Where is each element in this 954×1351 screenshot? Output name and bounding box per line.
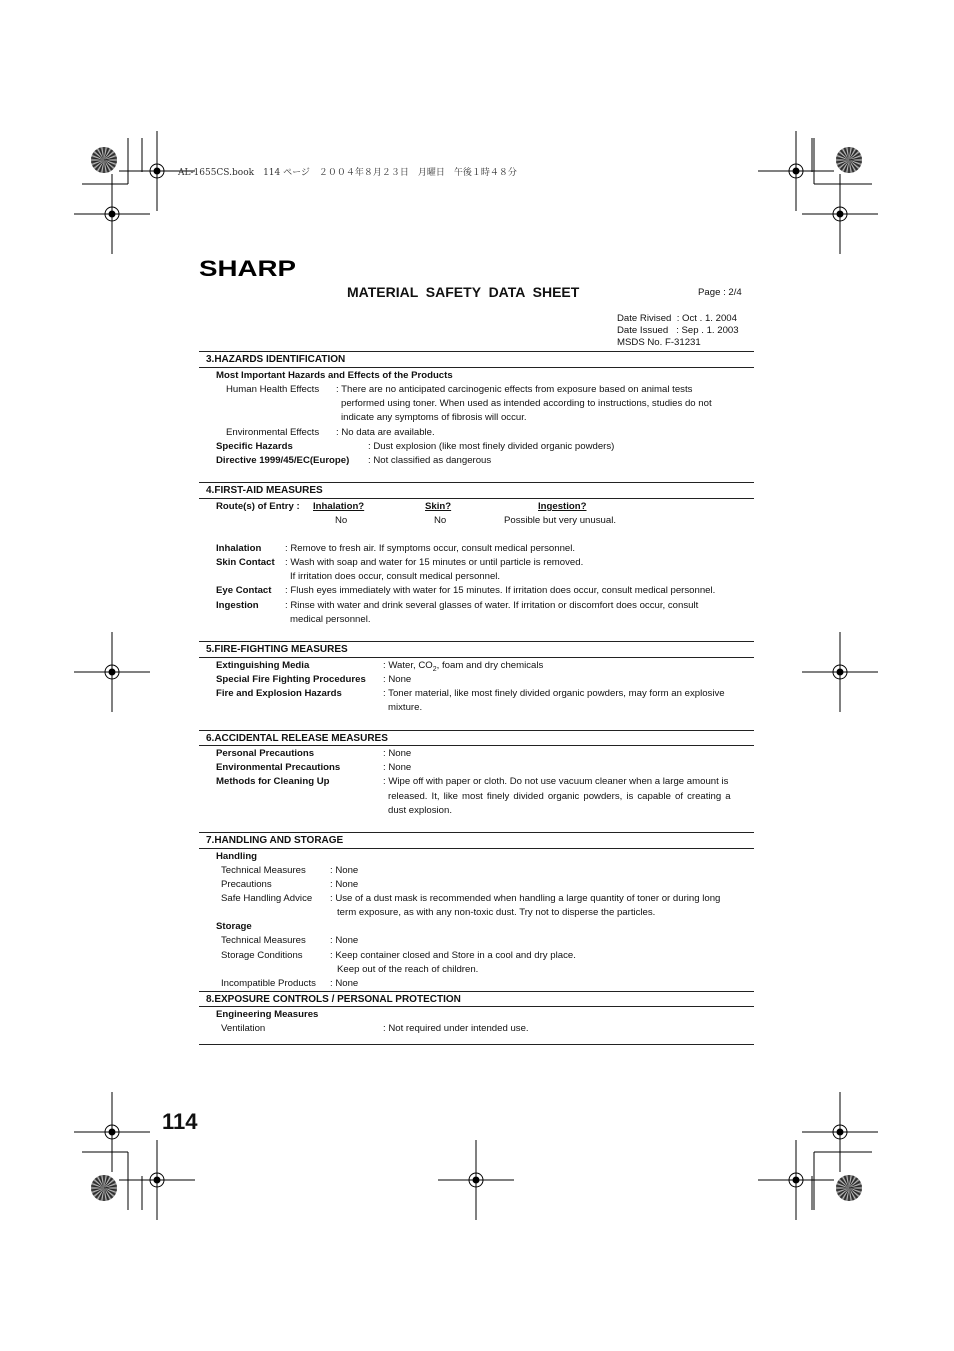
section-rule bbox=[199, 848, 754, 849]
section-rule bbox=[199, 657, 754, 658]
storage-conditions-text: Keep out of the reach of children. bbox=[337, 964, 479, 975]
section-6-heading: 6.ACCIDENTAL RELEASE MEASURES bbox=[206, 733, 388, 744]
fire-explosion-label: Fire and Explosion Hazards bbox=[216, 688, 342, 699]
section-rule bbox=[199, 730, 754, 731]
sunburst-target bbox=[91, 1175, 117, 1201]
page-label: Page : 2/4 bbox=[698, 287, 742, 298]
inhalation-column: Inhalation? bbox=[313, 501, 365, 512]
specific-hazards-text: : Dust explosion (like most finely divided organic powders) bbox=[368, 441, 615, 452]
storage-subheading: Storage bbox=[216, 921, 252, 932]
inhalation-value: No bbox=[335, 515, 348, 526]
human-health-text: : There are no anticipated carcinogenic effects from exposure based on animal tests bbox=[336, 384, 693, 395]
ingestion-label: Ingestion bbox=[216, 600, 259, 611]
cleaning-methods-text: released. It, like most finely divided organic powders, is capable of creating a bbox=[388, 791, 731, 802]
precautions-text: : None bbox=[330, 879, 359, 890]
ingestion-column: Ingestion? bbox=[538, 501, 587, 512]
storage-conditions-text: : Keep container closed and Store in a cool and dry place. bbox=[330, 950, 576, 961]
handling-subheading: Handling bbox=[216, 851, 258, 862]
sunburst-target bbox=[91, 147, 117, 173]
incompatible-products-text: : None bbox=[330, 978, 359, 989]
ingestion-value: Possible but very unusual. bbox=[504, 515, 616, 526]
section-rule bbox=[199, 351, 754, 352]
page-number: 114 bbox=[162, 1109, 198, 1134]
ventilation-text: : Not required under intended use. bbox=[383, 1023, 529, 1034]
section-rule bbox=[199, 482, 754, 483]
date-issued: Date Issued : Sep . 1. 2003 bbox=[617, 325, 739, 336]
print-header: AL-1655CS.book 114 ページ ２００４年８月２３日 月曜日 午後１時４８分 bbox=[178, 168, 517, 178]
storage-conditions-label: Storage Conditions bbox=[221, 950, 303, 961]
technical-measures-label: Technical Measures bbox=[221, 865, 306, 876]
environmental-precautions-label: Environmental Precautions bbox=[216, 762, 341, 773]
specific-hazards-label: Specific Hazards bbox=[216, 441, 293, 452]
cleaning-methods-label: Methods for Cleaning Up bbox=[216, 776, 330, 787]
safe-handling-label: Safe Handling Advice bbox=[221, 893, 313, 904]
section-rule bbox=[199, 832, 754, 833]
msds-number: MSDS No. F-31231 bbox=[617, 337, 701, 348]
storage-technical-label: Technical Measures bbox=[221, 935, 306, 946]
personal-precautions-label: Personal Precautions bbox=[216, 748, 315, 759]
section-rule bbox=[199, 498, 754, 499]
eye-contact-label: Eye Contact bbox=[216, 585, 272, 596]
skin-contact-text: : Wash with soap and water for 15 minutes or until particle is removed. bbox=[285, 557, 584, 568]
section-5-heading: 5.FIRE-FIGHTING MEASURES bbox=[206, 644, 348, 655]
hazards-subheading: Most Important Hazards and Effects of the Products bbox=[216, 370, 453, 381]
special-procedures-label: Special Fire Fighting Procedures bbox=[216, 674, 366, 685]
skin-column: Skin? bbox=[425, 501, 452, 512]
route-label: Route(s) of Entry : bbox=[216, 501, 300, 512]
personal-precautions-text: : None bbox=[383, 748, 412, 759]
extinguishing-media-label: Extinguishing Media bbox=[216, 660, 310, 671]
cleaning-methods-text: : Wipe off with paper or cloth. Do not use vacuum cleaner when a large amount is bbox=[383, 776, 729, 787]
document-title: MATERIAL SAFETY DATA SHEET bbox=[347, 284, 580, 300]
eye-contact-text: : Flush eyes immediately with water for 15 minutes. If irritation does occur, consult medical personnel. bbox=[285, 585, 716, 596]
ventilation-label: Ventilation bbox=[221, 1023, 266, 1034]
media-post: , foam and dry chemicals bbox=[436, 660, 544, 671]
special-procedures-text: : None bbox=[383, 674, 412, 685]
date-revised: Date Rivised : Oct . 1. 2004 bbox=[617, 313, 737, 324]
sharp-logo bbox=[199, 258, 299, 280]
skin-value: No bbox=[434, 515, 447, 526]
incompatible-products-label: Incompatible Products bbox=[221, 978, 316, 989]
section-rule bbox=[199, 1006, 754, 1007]
section-7-heading: 7.HANDLING AND STORAGE bbox=[206, 835, 344, 846]
inhalation-text: : Remove to fresh air. If symptoms occur, consult medical personnel. bbox=[285, 543, 576, 554]
inhalation-label: Inhalation bbox=[216, 543, 262, 554]
engineering-measures-subheading: Engineering Measures bbox=[216, 1009, 319, 1020]
directive-label: Directive 1999/45/EC(Europe) bbox=[216, 455, 350, 466]
safe-handling-text: : Use of a dust mask is recommended when handling a large quantity of toner or during long bbox=[330, 893, 721, 904]
ingestion-text: : Rinse with water and drink several glasses of water. If irritation or discomfort does occur, consult bbox=[285, 600, 699, 611]
media-sub: 2 bbox=[432, 665, 437, 673]
environmental-effects-text: : No data are available. bbox=[336, 427, 435, 438]
skin-contact-label: Skin Contact bbox=[216, 557, 275, 568]
section-rule bbox=[199, 367, 754, 368]
section-4-heading: 4.FIRST-AID MEASURES bbox=[206, 485, 323, 496]
sunburst-target bbox=[836, 147, 862, 173]
safe-handling-text: term exposure, as with any non-toxic dust. Try not to disperse the particles. bbox=[337, 907, 656, 918]
cleaning-methods-text: dust explosion. bbox=[388, 805, 452, 816]
storage-technical-text: : None bbox=[330, 935, 359, 946]
technical-measures-text: : None bbox=[330, 865, 359, 876]
human-health-label: Human Health Effects bbox=[226, 384, 320, 395]
fire-explosion-text: mixture. bbox=[388, 702, 423, 713]
section-3-heading: 3.HAZARDS IDENTIFICATION bbox=[206, 354, 346, 365]
human-health-text: performed using toner. When used as intended according to instructions, studies do not bbox=[341, 398, 712, 409]
human-health-text: indicate any symptoms of fibrosis will occur. bbox=[341, 412, 527, 423]
section-rule bbox=[199, 1044, 754, 1045]
fire-explosion-text: : Toner material, like most finely divided organic powders, may form an explosive bbox=[383, 688, 725, 699]
environmental-precautions-text: : None bbox=[383, 762, 412, 773]
section-rule bbox=[199, 641, 754, 642]
precautions-label: Precautions bbox=[221, 879, 272, 890]
section-8-heading: 8.EXPOSURE CONTROLS / PERSONAL PROTECTION bbox=[206, 994, 461, 1005]
skin-contact-text: If irritation does occur, consult medical personnel. bbox=[290, 571, 501, 582]
directive-text: : Not classified as dangerous bbox=[368, 455, 492, 466]
section-rule bbox=[199, 745, 754, 746]
svg-text:SHARP: SHARP bbox=[199, 258, 296, 280]
environmental-effects-label: Environmental Effects bbox=[226, 427, 320, 438]
sunburst-target bbox=[836, 1175, 862, 1201]
ingestion-text: medical personnel. bbox=[290, 614, 371, 625]
section-rule bbox=[199, 991, 754, 992]
media-pre: : Water, CO bbox=[383, 660, 433, 671]
